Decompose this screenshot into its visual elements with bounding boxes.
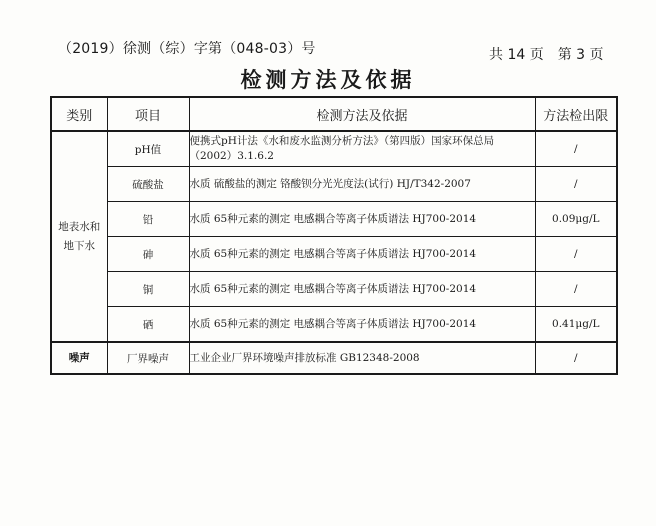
method-cell: 水质 65种元素的测定 电感耦合等离子体质谱法 HJ700-2014: [189, 202, 535, 237]
page-title: 检测方法及依据: [240, 68, 416, 92]
table-row: [51, 307, 617, 343]
table-row: [51, 342, 617, 374]
page-info: [489, 44, 604, 64]
method-cell: 水质 65种元素的测定 电感耦合等离子体质谱法 HJ700-2014: [189, 272, 535, 307]
table-row: [51, 167, 617, 202]
header-item: 项目: [107, 97, 189, 131]
limit-cell: 0.41μg/L: [535, 307, 617, 343]
category-cell: 噪声: [51, 342, 107, 374]
item-cell: 铜: [107, 272, 189, 307]
table-row: [51, 202, 617, 237]
item-cell: 铅: [107, 202, 189, 237]
category-cell: [51, 131, 107, 342]
table-row: [51, 237, 617, 272]
limit-cell: /: [535, 342, 617, 374]
table-row: [51, 272, 617, 307]
item-cell: 硒: [107, 307, 189, 343]
limit-cell: /: [535, 131, 617, 167]
method-cell: 水质 65种元素的测定 电感耦合等离子体质谱法 HJ700-2014: [189, 237, 535, 272]
header-limit: 方法检出限: [535, 97, 617, 131]
item-cell: 厂界噪声: [107, 342, 189, 374]
header-method: 检测方法及依据: [189, 97, 535, 131]
table-row: [51, 131, 617, 167]
method-cell: 水质 65种元素的测定 电感耦合等离子体质谱法 HJ700-2014: [189, 307, 535, 343]
report-number: （2019）徐测（综）字第（048-03）号: [58, 41, 316, 57]
item-cell: 砷: [107, 237, 189, 272]
limit-cell: /: [535, 237, 617, 272]
methods-table: [50, 96, 618, 375]
limit-cell: /: [535, 272, 617, 307]
item-cell: pH值: [107, 131, 189, 167]
item-cell: 硫酸盐: [107, 167, 189, 202]
total-pages: 共 14 页: [489, 47, 544, 63]
category-label: 地表水和地下水: [58, 220, 101, 252]
method-cell: 工业企业厂界环境噪声排放标准 GB12348-2008: [189, 342, 535, 374]
current-page: 第 3 页: [557, 47, 604, 63]
method-cell: 水质 硫酸盐的测定 铬酸钡分光光度法(试行) HJ/T342-2007: [189, 167, 535, 202]
limit-cell: 0.09μg/L: [535, 202, 617, 237]
table-header-row: [51, 97, 617, 131]
limit-cell: /: [535, 167, 617, 202]
method-cell: 便携式pH计法《水和废水监测分析方法》（第四版）国家环保总局（2002）3.1.6.2: [189, 131, 535, 167]
header-category: 类别: [51, 97, 107, 131]
